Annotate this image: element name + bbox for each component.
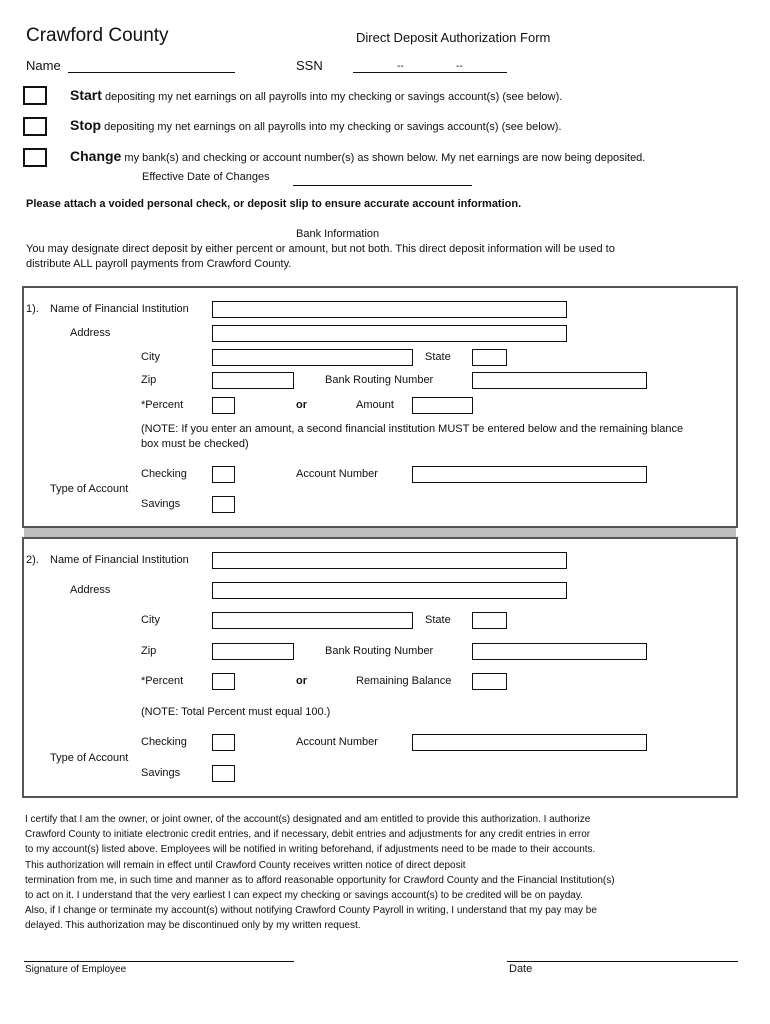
name-field[interactable] — [68, 72, 235, 73]
stop-option — [70, 117, 562, 133]
form-title: Direct Deposit Authorization Form — [356, 30, 551, 45]
section2-city-input[interactable] — [212, 612, 413, 629]
section1-institution-label: Name of Financial Institution — [50, 303, 189, 315]
section2-city-label: City — [141, 614, 160, 626]
section1-type-label: Type of Account — [50, 483, 129, 495]
section1-amount-label: Amount — [356, 399, 394, 411]
section2-note: (NOTE: Total Percent must equal 100.) — [141, 706, 331, 718]
section2-percent-label: *Percent — [141, 675, 184, 687]
start-option — [70, 87, 562, 103]
ssn-separator-2: -- — [456, 61, 463, 72]
section2-routing-label: Bank Routing Number — [325, 645, 434, 657]
section1-institution-input[interactable] — [212, 301, 567, 318]
certification-line: termination from me, in such time and manner as to afford reasonable opportunity for Crawford County and the Financial Institution(s) — [25, 874, 615, 886]
change-option — [70, 148, 645, 164]
section1-checking-label: Checking — [141, 468, 187, 480]
section1-checking-checkbox[interactable] — [212, 466, 235, 483]
section2-address-input[interactable] — [212, 582, 567, 599]
section1-zip-input[interactable] — [212, 372, 294, 389]
section1-savings-checkbox[interactable] — [212, 496, 235, 513]
ssn-label: SSN — [296, 58, 323, 73]
date-line[interactable] — [507, 961, 738, 962]
certification-line: This authorization will remain in effect until Crawford County receives written notice of direct deposit — [25, 859, 466, 871]
section1-amount-input[interactable] — [412, 397, 473, 414]
start-text: depositing my net earnings on all payrolls into my checking or savings account(s) (see below). — [104, 91, 563, 103]
section1-number: 1). — [26, 303, 39, 315]
section2-percent-input[interactable] — [212, 673, 235, 690]
section1-routing-label: Bank Routing Number — [325, 374, 434, 386]
section2-institution-label: Name of Financial Institution — [50, 554, 189, 566]
section2-checking-checkbox[interactable] — [212, 734, 235, 751]
certification-line: delayed. This authorization may be discontinued only by my written request. — [25, 920, 361, 932]
section2-checking-label: Checking — [141, 736, 187, 748]
change-checkbox[interactable] — [23, 148, 47, 167]
section1-address-label: Address — [70, 327, 111, 339]
section2-account-number-label: Account Number — [296, 736, 378, 748]
section2-savings-checkbox[interactable] — [212, 765, 235, 782]
section1-percent-input[interactable] — [212, 397, 235, 414]
bank-info-line-1: You may designate direct deposit by either percent or amount, but not both. This direct deposit information will be used to — [26, 243, 615, 255]
certification-line: Also, if I change or terminate my account(s) without notifying Crawford County Payroll in writing, I understand that my pay may be — [25, 905, 597, 917]
section1-account-number-label: Account Number — [296, 468, 378, 480]
section2-account-number-input[interactable] — [412, 734, 647, 751]
certification-line: I certify that I am the owner, or joint owner, of the account(s) designated and am entitled to provide this authorization. I authorize — [25, 814, 591, 825]
bank-info-line-2: distribute ALL payroll payments from Crawford County. — [26, 258, 292, 270]
section2-or-label: or — [296, 675, 307, 687]
county-title: Crawford County — [26, 25, 169, 46]
attach-notice: Please attach a voided personal check, or deposit slip to ensure accurate account information. — [26, 198, 522, 210]
certification-line: to act on it. I understand that the very earliest I can expect my checking or savings account(s) to be credited will be on payday. — [25, 890, 583, 902]
section1-state-label: State — [425, 351, 451, 363]
section2-state-input[interactable] — [472, 612, 507, 629]
signature-label: Signature of Employee — [25, 964, 127, 975]
bank-info-title: Bank Information — [296, 228, 380, 240]
section1-account-number-input[interactable] — [412, 466, 647, 483]
certification-text — [25, 812, 615, 934]
section2-remaining-label: Remaining Balance — [356, 675, 452, 687]
section1-city-input[interactable] — [212, 349, 413, 366]
section2-remaining-checkbox[interactable] — [472, 673, 507, 690]
section2-institution-input[interactable] — [212, 552, 567, 569]
section2-zip-input[interactable] — [212, 643, 294, 660]
change-text: my bank(s) and checking or account number(s) as shown below. My net earnings are now being deposited. — [124, 152, 646, 164]
name-label: Name — [26, 58, 61, 73]
ssn-separator-1: -- — [397, 61, 404, 72]
section1-state-input[interactable] — [472, 349, 507, 366]
stop-checkbox[interactable] — [23, 117, 47, 136]
date-label: Date — [509, 963, 533, 975]
bank-section-2 — [22, 537, 738, 798]
section1-zip-label: Zip — [141, 374, 157, 386]
effective-date-label: Effective Date of Changes — [142, 171, 270, 183]
section1-routing-input[interactable] — [472, 372, 647, 389]
section2-routing-input[interactable] — [472, 643, 647, 660]
section2-address-label: Address — [70, 584, 111, 596]
certification-line: to my account(s) listed above. Employees will be notified in writing beforehand, if adjustments need to be made to their accounts. — [25, 844, 596, 856]
stop-keyword: Stop — [70, 117, 102, 133]
section1-note-line-2: box must be checked) — [141, 438, 249, 450]
section1-or-label: or — [296, 399, 307, 411]
section1-note-line-1: (NOTE: If you enter an amount, a second financial institution MUST be entered below and the remaining blance — [141, 423, 684, 435]
effective-date-field[interactable] — [293, 185, 472, 186]
section2-state-label: State — [425, 614, 451, 626]
signature-line[interactable] — [24, 961, 294, 962]
ssn-field[interactable] — [353, 72, 507, 73]
section-divider — [24, 528, 736, 537]
section1-savings-label: Savings — [141, 498, 181, 510]
section1-city-label: City — [141, 351, 160, 363]
section2-type-label: Type of Account — [50, 752, 129, 764]
section2-number: 2). — [26, 554, 39, 566]
start-checkbox[interactable] — [23, 86, 47, 105]
certification-line: Crawford County to initiate electronic credit entries, and if necessary, debit entries and adjustments for any credit entries in error — [25, 829, 591, 841]
section2-savings-label: Savings — [141, 767, 181, 779]
start-keyword: Start — [70, 87, 102, 103]
section1-address-input[interactable] — [212, 325, 567, 342]
section2-zip-label: Zip — [141, 645, 157, 657]
section1-percent-label: *Percent — [141, 399, 184, 411]
change-keyword: Change — [70, 148, 122, 164]
stop-text: depositing my net earnings on all payrolls into my checking or savings account(s) (see below). — [104, 121, 562, 133]
